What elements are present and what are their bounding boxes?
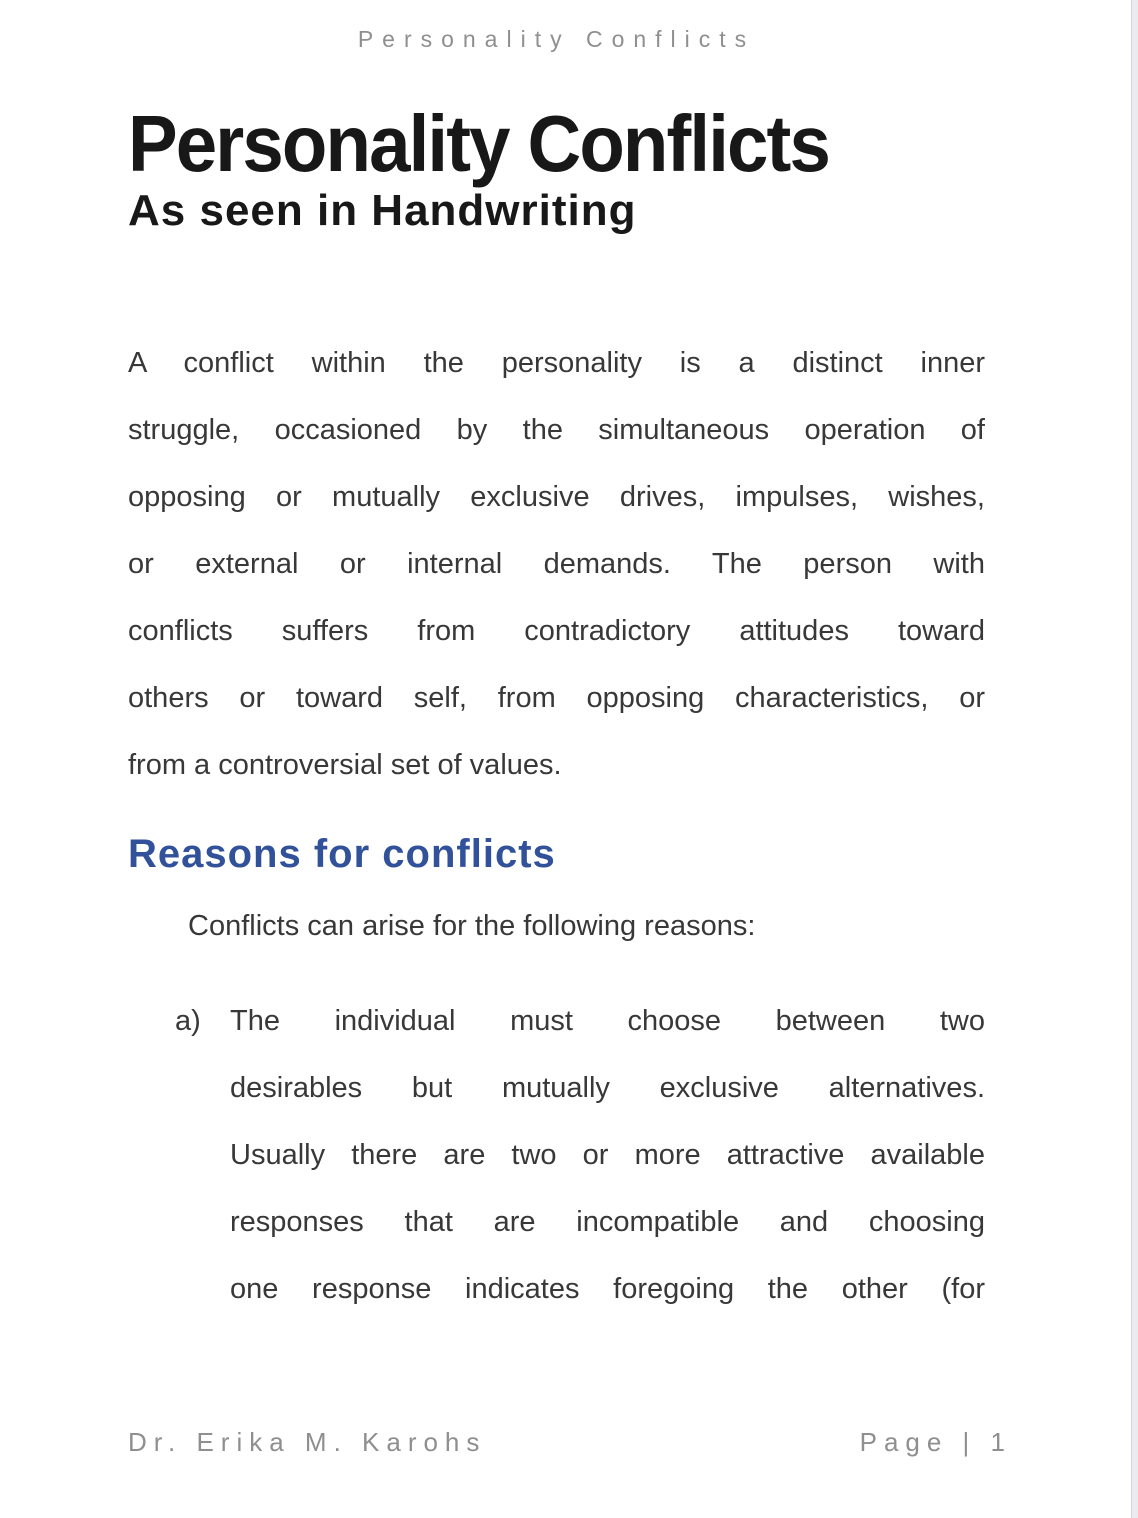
text-line: desirables but mutually exclusive alternatives. [230,1072,985,1104]
section-heading: Reasons for conflicts [128,832,556,876]
text-line: responses that are incompatible and choosing [230,1206,985,1238]
list-item-marker: a) [175,1005,201,1037]
list-item [230,988,985,1323]
text-line: Usually there are two or more attractive available [230,1139,985,1171]
text-line: others or toward self, from opposing characteristics, or [128,682,985,714]
text-line: from a controversial set of values. [128,749,562,781]
text-line: conflicts suffers from contradictory attitudes toward [128,615,985,647]
text-line: one response indicates foregoing the other (for [230,1273,985,1305]
footer-author: Dr. Erika M. Karohs [128,1427,487,1457]
text-line: The individual must choose between two [230,1005,985,1037]
section-lead-in: Conflicts can arise for the following reasons: [188,910,756,942]
intro-paragraph [128,330,985,799]
text-line: struggle, occasioned by the simultaneous operation of [128,414,985,446]
text-line: opposing or mutually exclusive drives, impulses, wishes, [128,481,985,513]
page-footer [128,1426,1012,1458]
text-line: A conflict within the personality is a distinct inner [128,347,985,379]
text-line: or external or internal demands. The person with [128,548,985,580]
page-edge-strip [1131,0,1138,1518]
running-header: Personality Conflicts [357,26,756,52]
footer-page-number: Page | 1 [859,1427,1012,1457]
page-subtitle: As seen in Handwriting [128,186,637,235]
page-title: Personality Conflicts [128,99,829,188]
